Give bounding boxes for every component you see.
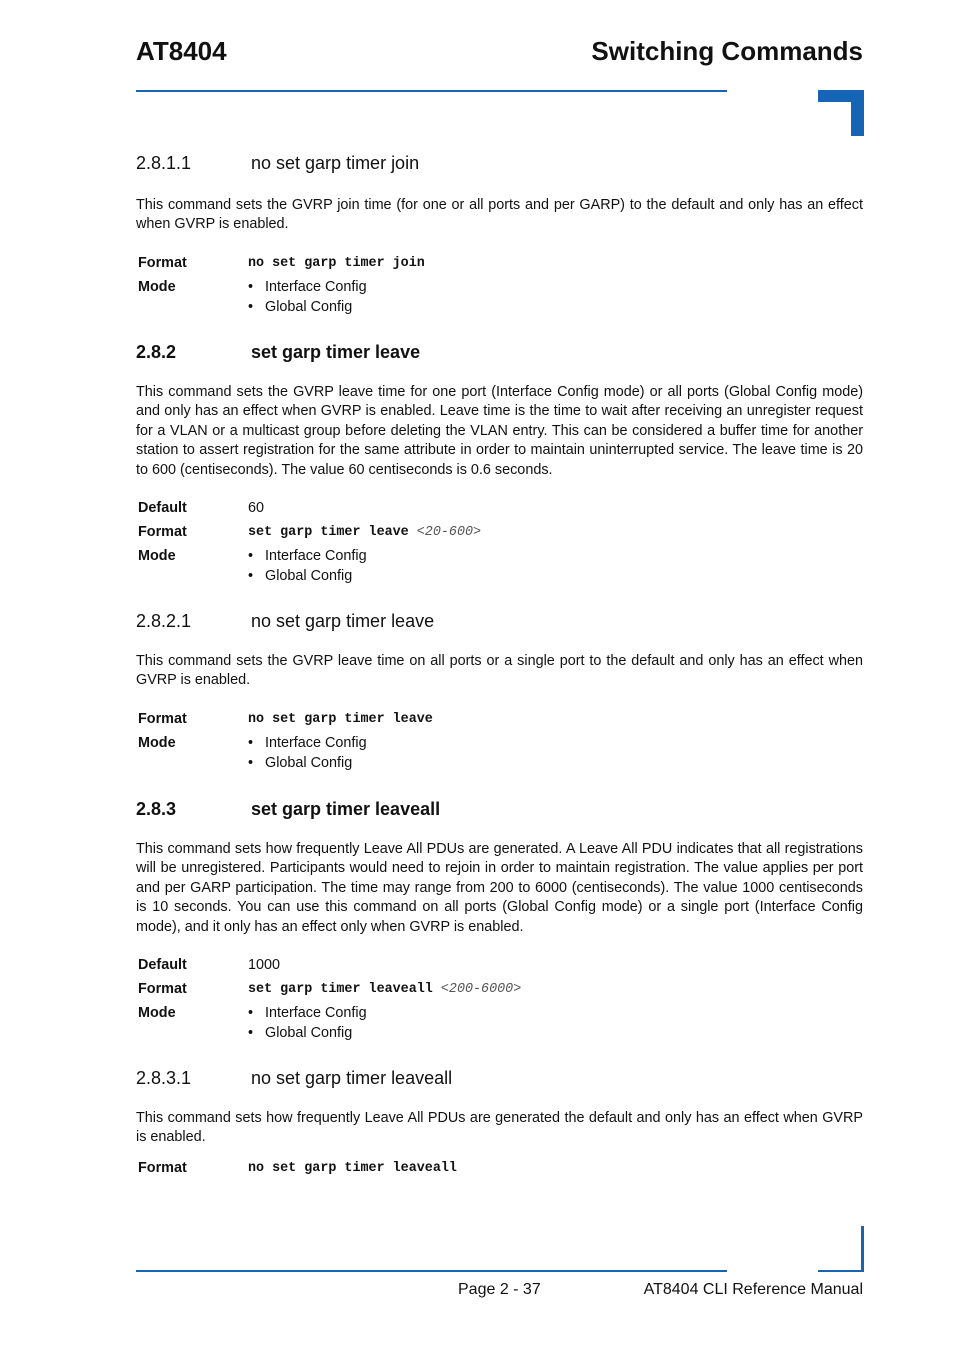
mode-item-label: Interface Config bbox=[265, 279, 367, 295]
page-number: Page 2 - 37 bbox=[458, 1281, 541, 1298]
format-label: Format bbox=[138, 981, 187, 997]
section-title: no set garp timer leave bbox=[251, 611, 435, 631]
section-title: set garp timer leaveall bbox=[251, 799, 441, 819]
bullet-icon: • bbox=[248, 568, 254, 584]
mode-item-label: Interface Config bbox=[265, 548, 367, 564]
format-command bbox=[248, 525, 481, 540]
mode-item-label: Interface Config bbox=[265, 735, 367, 751]
section-body: This command sets how frequently Leave All PDUs are generated the default and only has an effect when GVRP is enabled. bbox=[136, 1110, 863, 1146]
corner-mark-top-side bbox=[851, 90, 864, 136]
section-body: This command sets the GVRP join time (for one or all ports and per GARP) to the default and only has an effect when GVRP is enabled. bbox=[136, 197, 863, 233]
format-command: no set garp timer leaveall bbox=[248, 1161, 457, 1176]
section-body: This command sets how frequently Leave All PDUs are generated. A Leave All PDU indicates that all registrations will be unregistered. Participants would need to rejoin in order to maintain registration. The value applies per port and per GARP participation. The time may range from 200 to 6000 (centiseconds). The value 1000 centiseconds is 10 seconds. You can use this command on all ports (Global Config mode) or a single port (Interface Config mode), and it only has an effect only when GVRP is enabled. bbox=[136, 841, 863, 935]
format-label: Format bbox=[138, 255, 187, 271]
chapter-title: Switching Commands bbox=[591, 36, 863, 66]
section-body: This command sets the GVRP leave time on all ports or a single port to the default and only has an effect when GVRP is enabled. bbox=[136, 653, 863, 689]
mode-item bbox=[248, 568, 352, 584]
corner-mark-bottom bbox=[818, 1270, 864, 1272]
section-title: set garp timer leave bbox=[251, 342, 421, 362]
mode-item bbox=[248, 279, 367, 295]
section-number: 2.8.3 bbox=[136, 799, 177, 819]
format-command bbox=[248, 982, 521, 997]
bullet-icon: • bbox=[248, 1025, 254, 1041]
section-body: This command sets the GVRP leave time for one port (Interface Config mode) or all ports (Global Config mode) and only has an effect when GVRP is enabled. Leave time is the time to wait after receiving an unregister request for a VLAN or a multicast group before deleting the VLAN entry. This can be considered a buffer time for another station to assert registration for the same attribute in order to maintain uninterrupted service. The leave time is 20 to 600 (centiseconds). The value 60 centiseconds is 0.6 seconds. bbox=[136, 384, 863, 478]
section-heading bbox=[136, 342, 863, 363]
section-number: 2.8.3.1 bbox=[136, 1068, 192, 1088]
footer-rule bbox=[136, 1270, 727, 1272]
default-label: Default bbox=[138, 500, 187, 516]
mode-item bbox=[248, 548, 367, 564]
section-title: no set garp timer join bbox=[251, 153, 420, 173]
section-heading bbox=[136, 153, 863, 174]
default-value: 60 bbox=[248, 500, 265, 516]
mode-item bbox=[248, 1025, 352, 1041]
mode-label: Mode bbox=[138, 548, 176, 564]
mode-label: Mode bbox=[138, 735, 176, 751]
section-heading bbox=[136, 799, 863, 820]
mode-item bbox=[248, 299, 352, 315]
corner-mark-bottom-side bbox=[861, 1226, 864, 1272]
mode-item-label: Global Config bbox=[265, 299, 353, 315]
section-number: 2.8.1.1 bbox=[136, 153, 192, 173]
mode-label: Mode bbox=[138, 279, 176, 295]
mode-item-label: Global Config bbox=[265, 568, 353, 584]
header-rule bbox=[136, 90, 727, 92]
section-number: 2.8.2.1 bbox=[136, 611, 192, 631]
format-label: Format bbox=[138, 1160, 187, 1176]
mode-item bbox=[248, 1005, 367, 1021]
default-label: Default bbox=[138, 957, 187, 973]
mode-item-label: Global Config bbox=[265, 755, 353, 771]
bullet-icon: • bbox=[248, 735, 254, 751]
mode-item bbox=[248, 735, 367, 751]
bullet-icon: • bbox=[248, 548, 254, 564]
bullet-icon: • bbox=[248, 755, 254, 771]
section-title: no set garp timer leaveall bbox=[251, 1068, 453, 1088]
mode-item bbox=[248, 755, 352, 771]
section-heading bbox=[136, 611, 863, 632]
mode-item-label: Interface Config bbox=[265, 1005, 367, 1021]
format-argument: <200-6000> bbox=[440, 982, 522, 997]
format-command: no set garp timer join bbox=[248, 256, 425, 271]
format-command-text: set garp timer leave bbox=[248, 525, 409, 540]
manual-title: AT8404 CLI Reference Manual bbox=[643, 1281, 863, 1298]
format-command: no set garp timer leave bbox=[248, 712, 433, 727]
section-heading bbox=[136, 1068, 863, 1089]
format-argument: <20-600> bbox=[416, 525, 482, 540]
default-value: 1000 bbox=[248, 957, 281, 973]
format-command-text: set garp timer leaveall bbox=[248, 982, 433, 997]
section-number: 2.8.2 bbox=[136, 342, 177, 362]
mode-item-label: Global Config bbox=[265, 1025, 353, 1041]
format-label: Format bbox=[138, 711, 187, 727]
bullet-icon: • bbox=[248, 1005, 254, 1021]
format-label: Format bbox=[138, 524, 187, 540]
bullet-icon: • bbox=[248, 279, 254, 295]
mode-label: Mode bbox=[138, 1005, 176, 1021]
bullet-icon: • bbox=[248, 299, 254, 315]
document-product-title: AT8404 bbox=[136, 36, 227, 66]
